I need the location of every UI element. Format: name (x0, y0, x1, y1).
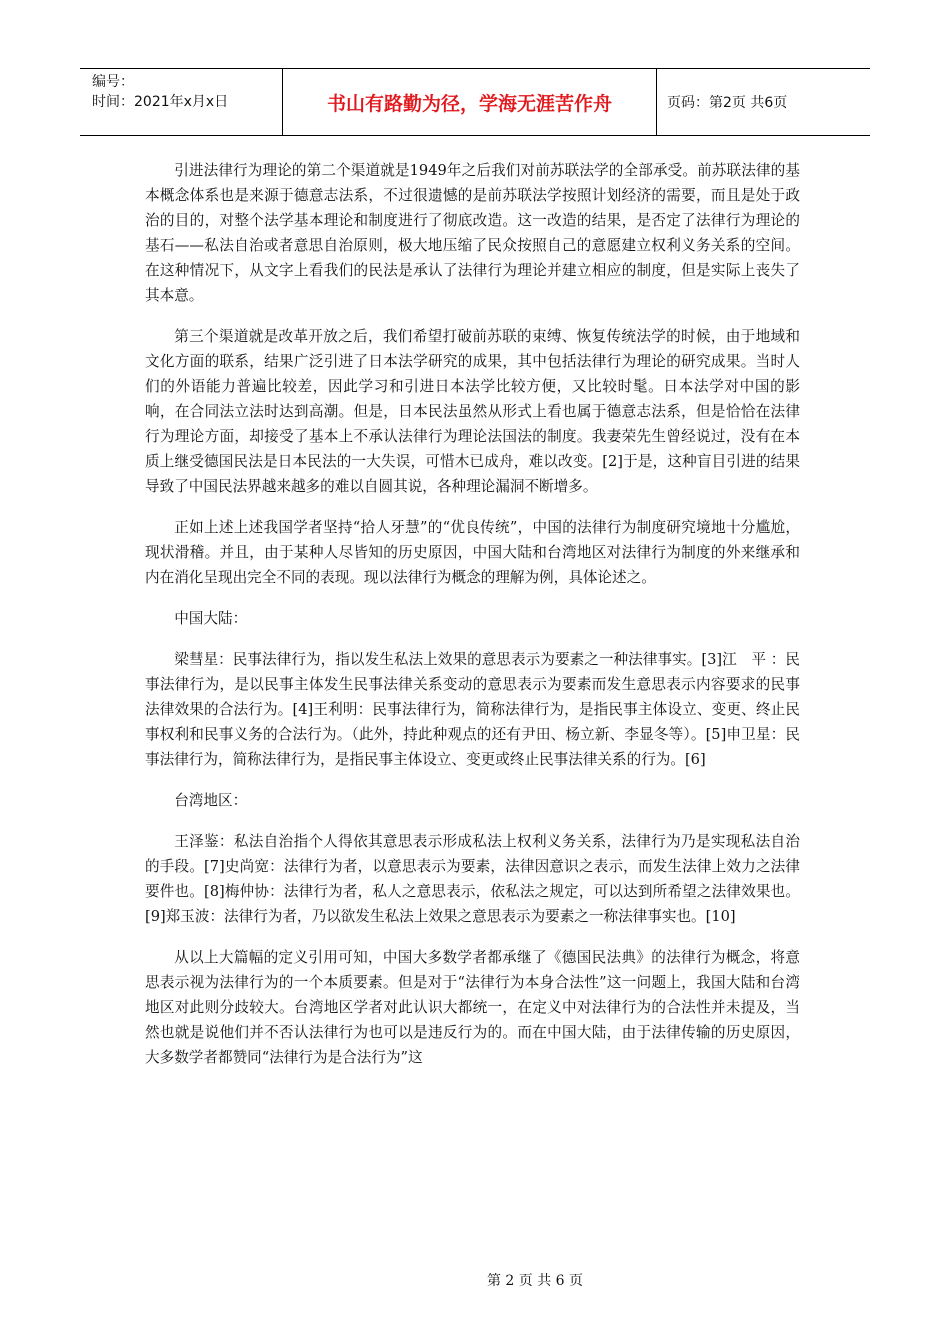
paragraph: 正如上述上述我国学者坚持“拾人牙慧”的“优良传统”，中国的法律行为制度研究境地十分尴尬，现状滑稽。并且，由于某种人尽皆知的历史原因，中国大陆和台湾地区对法律行为制度的外来继承和内在消化呈现出完全不同的表现。现以法律行为概念的理解为例，具体论述之。 (145, 519, 800, 586)
paragraph: 从以上大篇幅的定义引用可知，中国大多数学者都承继了《德国民法典》的法律行为概念，将意思表示视为法律行为的一个本质要素。但是对于“法律行为本身合法性”这一问题上，我国大陆和台湾地区对此则分歧较大。台湾地区学者对此认识大都统一，在定义中对法律行为的合法性并未提及，当然也就是说他们并不否认法律行为也可以是违反行为的。而在中国大陆，由于法律传输的历史原因，大多数学者都赞同“法律行为是合法行为”这 (145, 949, 800, 1066)
document-body (145, 158, 800, 1086)
header-meta (80, 69, 283, 135)
header-motto: 书山有路勤为径，学海无涯苦作舟 (283, 69, 657, 135)
document-number-label: 编号： (92, 74, 134, 90)
section-label-mainland: 中国大陆： (174, 610, 248, 627)
page-header (80, 68, 870, 136)
paragraph: 王泽鉴：私法自治指个人得依其意思表示形成私法上权利义务关系，法律行为乃是实现私法自治的手段。[7]史尚宽：法律行为者，以意思表示为要素，法律因意识之表示，而发生法律上效力之法律要件也。[8]梅仲协：法律行为者，私人之意思表示，依私法之规定，可以达到所希望之法律效果也。[9]郑玉波：法律行为者，乃以欲发生私法上效果之意思表示为要素之一称法律事实也。[10] (145, 833, 800, 925)
page-footer: 第 2 页 共 6 页 (486, 1273, 584, 1289)
paragraph: 引进法律行为理论的第二个渠道就是1949年之后我们对前苏联法学的全部承受。前苏联法律的基本概念体系也是来源于德意志法系，不过很遗憾的是前苏联法学按照计划经济的需要，而且是处于政治的目的，对整个法学基本理论和制度进行了彻底改造。这一改造的结果，是否定了法律行为理论的基石——私法自治或者意思自治原则，极大地压缩了民众按照自己的意愿建立权利义务关系的空间。在这种情况下，从文字上看我们的民法是承认了法律行为理论并建立相应的制度，但是实际上丧失了其本意。 (145, 162, 800, 304)
paragraph: 梁彗星：民事法律行为，指以发生私法上效果的意思表示为要素之一种法律事实。[3]江 平 ：民事法律行为，是以民事主体发生民事法律关系变动的意思表示为要素而发生意思表示内容要求的民事法律效果的合法行为。[4]王利明：民事法律行为，简称法律行为，是指民事主体设立、变更、终止民事权利和民事义务的合法行为。（此外，持此种观点的还有尹田、杨立新、李显冬等）。[5]申卫星：民事法律行为，简称法律行为，是指民事主体设立、变更或终止民事法律关系的行为。[6] (145, 651, 800, 768)
header-page-info: 页码：第2页 共6页 (667, 95, 788, 111)
section-label-taiwan: 台湾地区： (174, 792, 248, 809)
document-date: 时间：2021年x月x日 (92, 94, 229, 110)
paragraph: 第三个渠道就是改革开放之后，我们希望打破前苏联的束缚、恢复传统法学的时候，由于地域和文化方面的联系，结果广泛引进了日本法学研究的成果，其中包括法律行为理论的研究成果。当时人们的外语能力普遍比较差，因此学习和引进日本法学比较方便，又比较时髦。日本法学对中国的影响，在合同法立法时达到高潮。但是，日本民法虽然从形式上看也属于德意志法系，但是恰恰在法律行为理论方面，却接受了基本上不承认法律行为理论法国法的制度。我妻荣先生曾经说过，没有在本质上继受德国民法是日本民法的一大失误，可惜木已成舟，难以改变。[2]于是，这种盲目引进的结果导致了中国民法界越来越多的难以自圆其说，各种理论漏洞不断增多。 (145, 328, 800, 495)
